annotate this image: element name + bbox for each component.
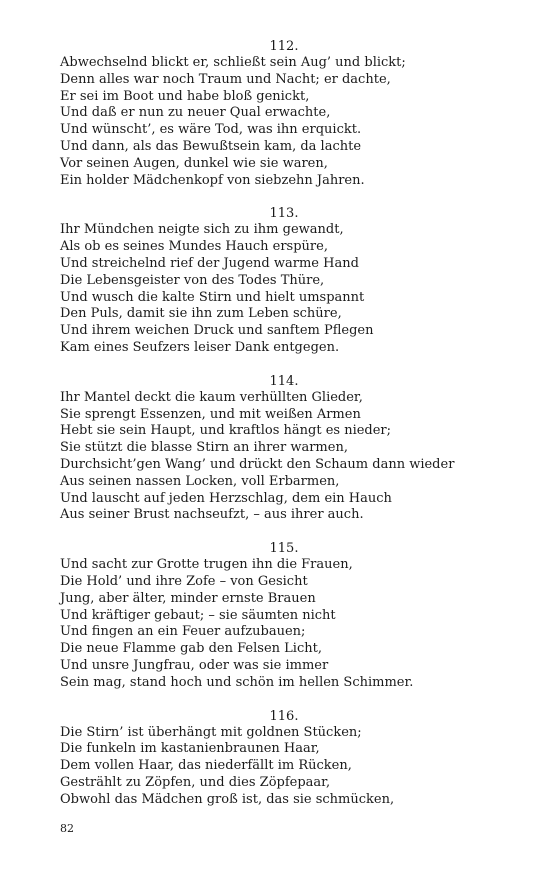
verse-line: Die neue Flamme gab den Felsen Licht, (60, 641, 322, 657)
verse-line: Und unsre Jungfrau, oder was sie immer (60, 657, 329, 673)
verse-line: Und dann, als das Bewußtsein kam, da lachte (60, 138, 362, 154)
verse-line: Sein mag, stand hoch und schön im hellen Schimmer. (60, 674, 414, 690)
verse-line: Die Lebensgeister von des Todes Thüre, (60, 272, 325, 288)
verse-line: Sie stützt die blasse Stirn an ihrer warmen, (60, 440, 348, 456)
verse-line: Und wusch die kalte Stirn und hielt umspannt (60, 289, 365, 305)
verse-line: Durchsicht’gen Wang’ und drückt den Schaum dann wieder (60, 456, 455, 472)
stanza-113 (60, 205, 500, 356)
verse-line: Und lauscht auf jeden Herzschlag, dem ein Hauch (60, 490, 392, 506)
verse-line: Ein holder Mädchenkopf von siebzehn Jahren. (60, 172, 365, 188)
verse-line: Und sacht zur Grotte trugen ihn die Frauen, (60, 557, 353, 573)
stanza-115 (60, 540, 500, 691)
verse-line: Dem vollen Haar, das niederfällt im Rücken, (60, 758, 352, 774)
verse-line: Ihr Mantel deckt die kaum verhüllten Glieder, (60, 389, 363, 405)
verse-line: Hebt sie sein Haupt, und kraftlos hängt es nieder; (60, 423, 392, 439)
verse-line: Ihr Mündchen neigte sich zu ihm gewandt, (60, 222, 344, 238)
verse-line: Und wünscht’, es wäre Tod, was ihn erquickt. (60, 122, 362, 138)
verse-line: Und kräftiger gebaut; – sie säumten nicht (60, 607, 336, 623)
verse-line: Die Stirn’ ist überhängt mit goldnen Stücken; (60, 724, 362, 740)
verse-line: Abwechselnd blickt er, schließt sein Aug’ und blickt; (60, 55, 406, 70)
verse-line: Als ob es seines Mundes Hauch erspüre, (60, 239, 328, 255)
stanza-112 (60, 38, 500, 189)
stanza-number: 115. (269, 541, 299, 557)
stanza-number: 113. (269, 206, 299, 222)
stanza-number: 114. (269, 373, 299, 389)
verse-line: Die Hold’ und ihre Zofe – von Gesicht (60, 573, 308, 589)
verse-line: Die funkeln im kastanienbraunen Haar, (60, 741, 320, 757)
verse-line: Obwohl das Mädchen groß ist, das sie schmücken, (60, 791, 395, 807)
verse-line: Und fingen an ein Feuer aufzubauen; (60, 624, 306, 640)
page-number: 82 (60, 822, 74, 835)
verse-line: Aus seiner Brust nachseufzt, – aus ihrer auch. (60, 507, 364, 523)
stanza-116 (60, 708, 500, 809)
stanza-number: 112. (269, 39, 299, 54)
verse-line: Kam eines Seufzers leiser Dank entgegen. (60, 339, 340, 355)
verse-line: Und ihrem weichen Druck und sanftem Pflegen (60, 323, 374, 339)
verse-line: Und daß er nun zu neuer Qual erwachte, (60, 105, 331, 121)
stanza-114 (60, 373, 500, 524)
verse-line: Jung, aber älter, minder ernste Brauen (60, 590, 316, 606)
page-body (60, 38, 500, 824)
stanza-number: 116. (269, 708, 299, 724)
verse-line: Denn alles war noch Traum und Nacht; er dachte, (60, 71, 391, 87)
verse-line: Den Puls, damit sie ihn zum Leben schüre, (60, 306, 342, 322)
verse-line: Gestrählt zu Zöpfen, und dies Zöpfepaar, (60, 774, 331, 790)
verse-line: Sie sprengt Essenzen, und mit weißen Armen (60, 406, 361, 422)
verse-line: Er sei im Boot und habe bloß genickt, (60, 88, 310, 104)
verse-line: Und streichelnd rief der Jugend warme Hand (60, 255, 359, 271)
verse-line: Vor seinen Augen, dunkel wie sie waren, (60, 155, 328, 171)
verse-line: Aus seinen nassen Locken, voll Erbarmen, (60, 473, 340, 489)
